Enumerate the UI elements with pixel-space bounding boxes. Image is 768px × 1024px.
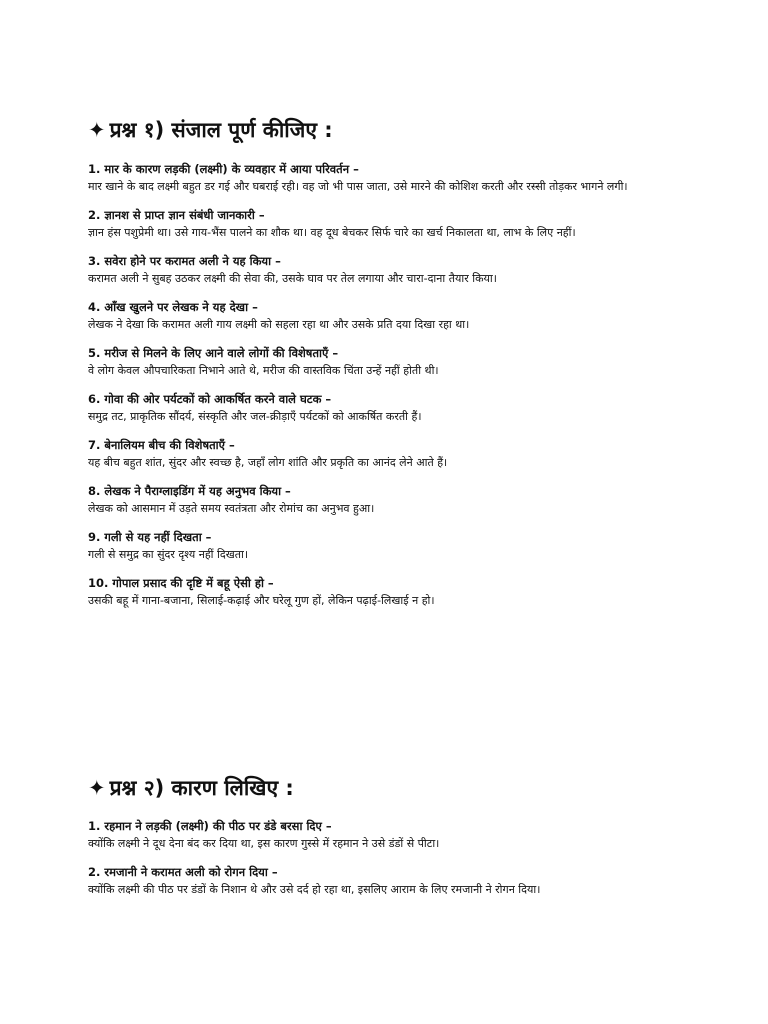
question-answer: क्योंकि लक्ष्मी ने दूध देना बंद कर दिया था, इस कारण गुस्से में रहमान ने उसे डंडों से पीटा।	[88, 837, 440, 850]
question-item	[88, 253, 688, 288]
question-answer: करामत अली ने सुबह उठकर लक्ष्मी की सेवा की, उसके घाव पर तेल लगाया और चारा-दाना तैयार किया।	[88, 272, 497, 285]
question-title: 6. गोवा की ओर पर्यटकों को आकर्षित करने वाले घटक –	[88, 392, 332, 406]
question-title: 4. आँख खुलने पर लेखक ने यह देखा –	[88, 300, 258, 314]
section-2-heading	[88, 775, 688, 801]
question-answer: क्योंकि लक्ष्मी की पीठ पर डंडों के निशान थे और उसे दर्द हो रहा था, इसलिए आराम के लिए रमजानी ने रोगन दिया।	[88, 883, 541, 896]
question-title: 1. रहमान ने लड़की (लक्ष्मी) की पीठ पर डंडे बरसा दिए –	[88, 819, 332, 833]
question-title: 2. रमजानी ने करामत अली को रोगन दिया –	[88, 865, 278, 879]
question-item	[88, 864, 688, 899]
question-item	[88, 818, 688, 853]
question-answer: मार खाने के बाद लक्ष्मी बहुत डर गई और घबराई रही। वह जो भी पास जाता, उसे मारने की कोशिश करती और रस्सी तोड़कर भागने लगी।	[88, 180, 628, 193]
question-title: 8. लेखक ने पैराग्लाइडिंग में यह अनुभव किया –	[88, 484, 291, 498]
question-answer: समुद्र तट, प्राकृतिक सौंदर्य, संस्कृति और जल-क्रीड़ाएँ पर्यटकों को आकर्षित करती हैं।	[88, 410, 422, 423]
section-2-question-list	[88, 818, 688, 899]
question-item	[88, 483, 688, 518]
question-item	[88, 161, 688, 196]
section-2-title: प्रश्न २) कारण लिखिए :	[109, 776, 294, 800]
question-title: 5. मरीज से मिलने के लिए आने वाले लोगों की विशेषताएँ –	[88, 346, 339, 360]
question-item	[88, 299, 688, 334]
question-answer: ज्ञान हंस पशुप्रेमी था। उसे गाय-भैंस पालने का शौक था। वह दूध बेचकर सिर्फ चारे का खर्च निकालता था, लाभ के लिए नहीं।	[88, 226, 576, 239]
question-item	[88, 391, 688, 426]
section-1-heading	[88, 117, 688, 143]
question-title: 9. गली से यह नहीं दिखता –	[88, 530, 212, 544]
question-title: 1. मार के कारण लड़की (लक्ष्मी) के व्यवहार में आया परिवर्तन –	[88, 162, 359, 176]
section-1-question-list	[88, 161, 688, 610]
question-title: 3. सवेरा होने पर करामत अली ने यह किया –	[88, 254, 281, 268]
section-1-title: प्रश्न १) संजाल पूर्ण कीजिए :	[109, 118, 333, 142]
question-item	[88, 345, 688, 380]
question-answer: लेखक ने देखा कि करामत अली गाय लक्ष्मी को सहला रहा था और उसके प्रति दया दिखा रहा था।	[88, 318, 470, 331]
question-item	[88, 437, 688, 472]
question-item	[88, 529, 688, 564]
question-answer: उसकी बहू में गाना-बजाना, सिलाई-कढ़ाई और घरेलू गुण हों, लेकिन पढ़ाई-लिखाई न हो।	[88, 594, 435, 607]
question-title: 7. बेनालियम बीच की विशेषताएँ –	[88, 438, 235, 452]
question-answer: लेखक को आसमान में उड़ते समय स्वतंत्रता और रोमांच का अनुभव हुआ।	[88, 502, 375, 515]
question-title: 2. ज्ञानश से प्राप्त ज्ञान संबंधी जानकारी –	[88, 208, 265, 222]
question-answer: वे लोग केवल औपचारिकता निभाने आते थे, मरीज की वास्तविक चिंता उन्हें नहीं होती थी।	[88, 364, 439, 377]
question-item	[88, 575, 688, 610]
question-title: 10. गोपाल प्रसाद की दृष्टि में बहू ऐसी हो –	[88, 576, 274, 590]
question-answer: यह बीच बहुत शांत, सुंदर और स्वच्छ है, जहाँ लोग शांति और प्रकृति का आनंद लेने आते हैं।	[88, 456, 448, 469]
section-1	[88, 117, 688, 621]
star-icon: ✦	[88, 118, 106, 142]
star-icon: ✦	[88, 776, 106, 800]
question-answer: गली से समुद्र का सुंदर दृश्य नहीं दिखता।	[88, 548, 249, 561]
section-2	[88, 775, 688, 910]
question-item	[88, 207, 688, 242]
